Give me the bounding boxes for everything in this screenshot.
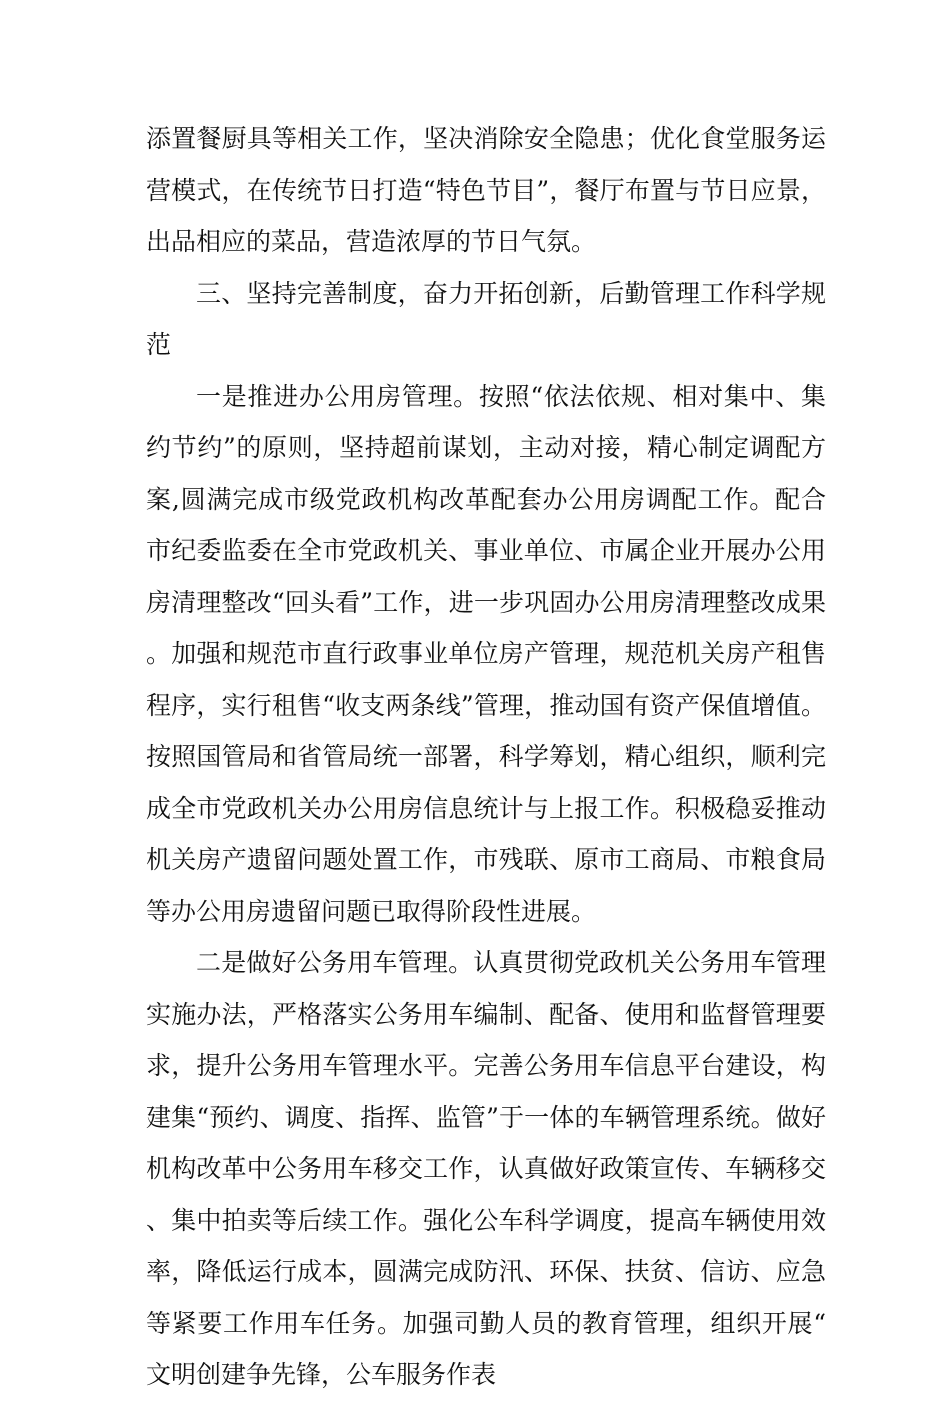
section-heading-three: 三、坚持完善制度，奋力开拓创新，后勤管理工作科学规范 [146, 278, 826, 359]
paragraph-canteen-continuation: 添置餐厨具等相关工作，坚决消除安全隐患；优化食堂服务运营模式，在传统节日打造“特色节目”，餐厅布置与节日应景，出品相应的菜品，营造浓厚的节日气氛。 [146, 124, 826, 256]
paragraph-office-housing: 一是推进办公用房管理。按照“依法依规、相对集中、集约节约”的原则，坚持超前谋划，主动对接，精心制定调配方案,圆满完成市级党政机构改革配套办公用房调配工作。配合市纪委监委在全市党政机关、事业单位、市属企业开展办公用房清理整改“回头看”工作，进一步巩固办公用房清理整改成果。加强和规范市直行政事业单位房产管理，规范机关房产租售程序，实行租售“收支两条线”管理，推动国有资产保值增值。按照国管局和省管局统一部署，科学筹划，精心组织，顺利完成全市党政机关办公用房信息统计与上报工作。积极稳妥推动机关房产遗留问题处置工作，市残联、原市工商局、市粮食局等办公用房遗留问题已取得阶段性进展。 [146, 381, 826, 926]
document-body [146, 113, 826, 1401]
paragraph-official-vehicles: 二是做好公务用车管理。认真贯彻党政机关公务用车管理实施办法，严格落实公务用车编制、配备、使用和监督管理要求，提升公务用车管理水平。完善公务用车信息平台建设，构建集“预约、调度、指挥、监管”于一体的车辆管理系统。做好机构改革中公务用车移交工作，认真做好政策宣传、车辆移交、集中拍卖等后续工作。强化公车科学调度，提高车辆使用效率，降低运行成本，圆满完成防汛、环保、扶贫、信访、应急等紧要工作用车任务。加强司勤人员的教育管理，组织开展“文明创建争先锋，公车服务作表 [146, 948, 826, 1389]
